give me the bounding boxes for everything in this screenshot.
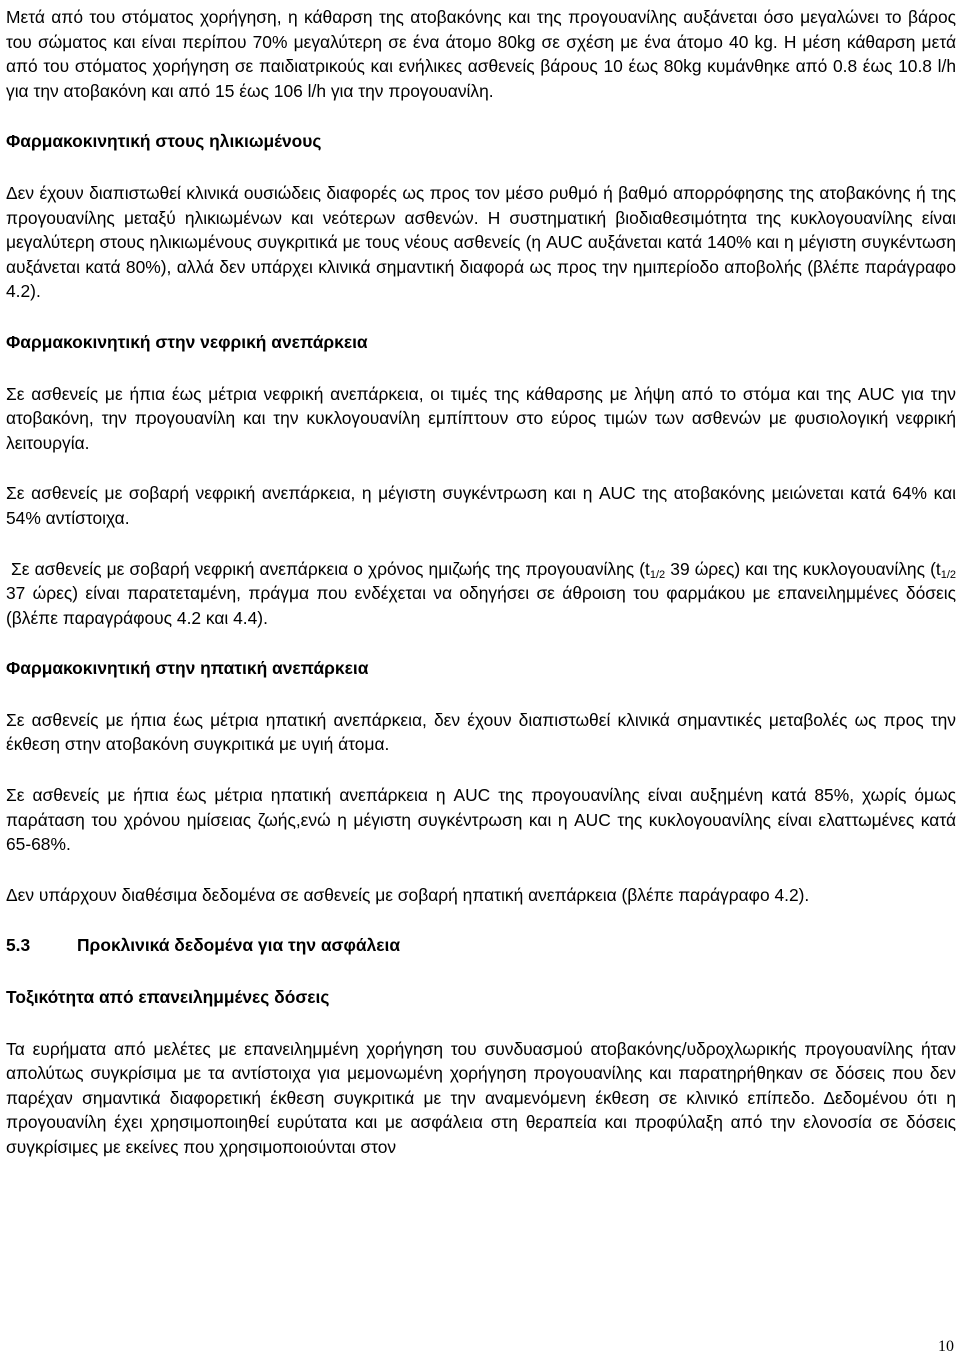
renal-paragraph-3-part-3: 37 ώρες) είναι παρατεταμένη, πράγμα που ενδέχεται να οδηγήσει σε άθροιση του φαρμάκου με επανειλημμένες δόσεις (βλέπε παραγράφους 4.2 και 4.4). bbox=[6, 583, 956, 628]
toxicity-paragraph: Τα ευρήματα από μελέτες με επανειλημμένη χορήγηση του συνδυασμού ατοβακόνης/υδροχλωρικής προγουανίλης ήταν απολύτως συγκρίσιμα με τα αντίστοιχα για μεμονωμένη χορήγηση προγουανίλης και παρατηρήθηκαν σε δόσεις που δεν παρέχαν σημαντικά διαφορετική έκθεση συγκριτικά με την αναμενόμενη έκθεση σε κλινικό επίπεδο. Δεδομένου ότι η προγουανίλη έχει χρησιμοποιηθεί ευρύτατα και με ασφάλεια στη θεραπεία και προφύλαξη από την ελονοσία σε δόσεις συγκρίσιμες με εκείνες που χρησιμοποιούνται στον bbox=[6, 1038, 956, 1157]
renal-heading: Φαρμακοκινητική στην νεφρική ανεπάρκεια bbox=[6, 331, 368, 352]
renal-paragraph-3 bbox=[6, 557, 956, 631]
renal-paragraph-2: Σε ασθενείς με σοβαρή νεφρική ανεπάρκεια, η μέγιστη συγκέντρωση και η AUC της ατοβακόνης μειώνεται κατά 64% και 54% αντίστοιχα. bbox=[6, 483, 956, 528]
intro-paragraph: Μετά από του στόματος χορήγηση, η κάθαρση της ατοβακόνης και της προγουανίλης αυξάνεται όσο μεγαλώνει το βάρος του σώματος και είναι περίπου 70% μεγαλύτερη σε ένα άτομο 80kg σε σχέση με ένα άτομο 40 kg. Η μέση κάθαρση μετά από του στόματος χορήγηση σε παιδιατρικούς και ενήλικες ασθενείς βάρους 10 έως 80kg κυμάνθηκε από 0.8 έως 10.8 l/h για την ατοβακόνη και από 15 έως 106 l/h για την προγουανίλη. bbox=[6, 7, 956, 101]
hepatic-heading: Φαρμακοκινητική στην ηπατική ανεπάρκεια bbox=[6, 658, 369, 679]
section-number: 5.3 bbox=[6, 935, 31, 956]
page-number: 10 bbox=[938, 1338, 954, 1355]
hepatic-paragraph-2: Σε ασθενείς με ήπια έως μέτρια ηπατική ανεπάρκεια η AUC της προγουανίλης είναι αυξημένη κατά 85%, χωρίς όμως παράταση του χρόνου ημίσειας ζωής,ενώ η μέγιστη συγκέντρωση και η AUC της κυκλογουανίλης είναι ελαττωμένες κατά 65-68%. bbox=[6, 785, 956, 855]
half-life-subscript-1: 1/2 bbox=[649, 568, 666, 581]
section-title: Προκλινικά δεδομένα για την ασφάλεια bbox=[77, 935, 401, 956]
elderly-paragraph: Δεν έχουν διαπιστωθεί κλινικά ουσιώδεις διαφορές ως προς τον μέσο ρυθμό ή βαθμό απορρόφησης της ατοβακόνης ή της προγουανίλης μεταξύ ηλικιωμένων και νεότερων ασθενών. Η συστηματική βιοδιαθεσιμότητα της κυκλογουανίλης είναι μεγαλύτερη στους ηλικιωμένους συγκριτικά με τους νέους ασθενείς (η AUC αυξάνεται κατά 140% και η μέγιστη συγκέντωση αυξάνεται κατά 80%), αλλά δεν υπάρχει κλινικά σημαντική διαφορά ως προς την ημιπερίοδο αποβολής (βλέπε παράγραφο 4.2). bbox=[6, 182, 956, 302]
document-page bbox=[6, 5, 956, 1160]
toxicity-heading: Τοξικότητα από επανειλημμένες δόσεις bbox=[6, 987, 330, 1008]
elderly-heading: Φαρμακοκινητική στους ηλικιωμένους bbox=[6, 131, 322, 152]
half-life-subscript-2: 1/2 bbox=[940, 568, 956, 581]
renal-paragraph-3-part-2: 39 ώρες) και της κυκλογουανίλης (t bbox=[665, 558, 941, 579]
renal-paragraph-3-part-1: Σε ασθενείς με σοβαρή νεφρική ανεπάρκεια ο χρόνος ημιζωής της προγουανίλης (t bbox=[11, 558, 650, 579]
hepatic-paragraph-1: Σε ασθενείς με ήπια έως μέτρια ηπατική ανεπάρκεια, δεν έχουν διαπιστωθεί κλινικά σημαντικές μεταβολές ως προς την έκθεση στην ατοβακόνη συγκριτικά με υγιή άτομα. bbox=[6, 709, 956, 755]
section-heading-5-3 bbox=[6, 933, 956, 958]
renal-paragraph-1: Σε ασθενείς με ήπια έως μέτρια νεφρική ανεπάρκεια, οι τιμές της κάθαρσης με λήψη από το στόμα και της AUC για την ατοβακόνη, την προγουανίλη και την κυκλογουανίλη εμπίπτουν στο εύρος τιμών των ασθενών με φυσιολογική νεφρική λειτουργία. bbox=[6, 383, 956, 453]
hepatic-paragraph-3: Δεν υπάρχουν διαθέσιμα δεδομένα σε ασθενείς με σοβαρή ηπατική ανεπάρκεια (βλέπε παράγραφο 4.2). bbox=[6, 884, 810, 905]
